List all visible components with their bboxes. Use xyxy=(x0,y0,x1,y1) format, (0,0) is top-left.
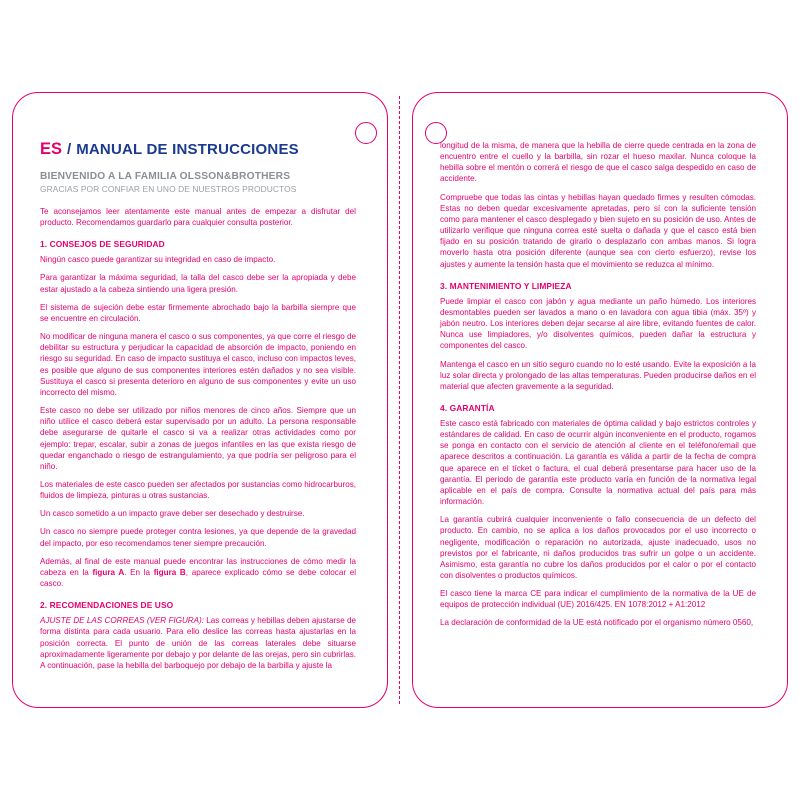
notch-left-icon xyxy=(355,122,377,144)
paragraph: La declaración de conformidad de la UE está notificado por el organismo número 0560, xyxy=(440,618,754,628)
figure-ref-after: , aparece explicado cómo se debe colocar el casco. xyxy=(40,567,357,589)
right-column xyxy=(440,140,756,636)
document-title-row xyxy=(40,140,356,159)
welcome-subheading: GRACIAS POR CONFIAR EN UNO DE NUESTROS PRODUCTOS xyxy=(40,184,297,194)
paragraph: La garantía cubrirá cualquier inconveniente o fallo consecuencia de un defecto del producto. En cambio, no se aplica a los daños provocados por el uso incorrecto o negligente, modificación o reparación no autorizada, ajuste inadecuado, usos no previstos por el fabricante, ni daños producidos tras sufrir un golpe o un accidente. Asimismo, esta garantía no cubre los daños producidos por el calor o por el contacto con disolventes o productos químicos. xyxy=(440,515,756,580)
section-4-heading: 4. GARANTÍA xyxy=(440,402,495,413)
intro-paragraph: Te aconsejamos leer atentamente este manual antes de empezar a disfrutar del producto. Recomendamos guardarlo para cualquier consulta posterior. xyxy=(40,207,356,228)
section-1-heading: 1. CONSEJOS DE SEGURIDAD xyxy=(40,239,165,250)
paragraph: Este casco no debe ser utilizado por niños menores de cinco años. Siempre que un niño utilice el casco deberá estar supervisado por un adulto. La persona responsable debe asegurarse de quitarle el casco si va a realizar otras actividades como por ejemplo: trepar, escalar, subir a zonas de juegos infantiles en las que exista riesgo de quedar enganchado o riesgo de estrangulamiento, ya que podría ser peligroso para el niño. xyxy=(40,406,356,471)
figure-ref-before: Además, al final de este manual puede encontrar las instrucciones de cómo medir la cabeza en la xyxy=(40,556,356,577)
paragraph: Un casco no siempre puede proteger contra lesiones, ya que depende de la gravedad del impacto, por eso recomendamos tener siempre precaución. xyxy=(40,527,356,548)
strap-adjustment-text: Las correas y hebillas deben ajustarse de forma distinta para cada usuario. Para ello deslice las correas hasta ajustarlas en la posición correcta. El punto de unión de las correas laterales debe situarse aproximadamente ligeramente por debajo y por delante de las orejas, pero sin cubrirlas. A continuación, pase la hebilla del barboquejo por debajo de la barbilla y ajuste la xyxy=(40,616,356,670)
figure-a-label: figura A xyxy=(92,567,125,577)
section-2-heading: 2. RECOMENDACIONES DE USO xyxy=(40,600,174,611)
fold-line xyxy=(399,96,400,704)
paragraph: longitud de la misma, de manera que la hebilla de cierre quede centrada en la zona de encuentro entre el cuello y la barbilla, sin rozar el hueso maxilar. Nunca coloque la hebilla sobre el mentón o correrá el riesgo de que el casco salga despedido en caso de accidente. xyxy=(440,141,756,184)
paragraph: No modificar de ninguna manera el casco o sus componentes, ya que corre el riesgo de debilitar su estructura y perjudicar la capacidad de absorción de impacto, poniendo en riesgo su seguridad. En caso de impacto sustituya el casco, incluso con impactos leves, es posible que alguno de sus componentes interiores estén dañados y no sea visible. Sustituya el casco si presenta deterioro en alguno de sus componentes y evite un uso incorrecto del mismo. xyxy=(40,332,356,397)
paragraph: Un casco sometido a un impacto grave deber ser desechado y destruirse. xyxy=(40,509,305,519)
paragraph: Ningún casco puede garantizar su integridad en caso de impacto. xyxy=(40,255,276,265)
figure-ref-middle: . En la xyxy=(124,567,154,577)
title-separator: / xyxy=(67,141,72,158)
figure-reference-paragraph xyxy=(40,556,356,589)
strap-adjustment-lead: AJUSTE DE LAS CORREAS (VER FIGURA): xyxy=(40,616,204,626)
figure-b-label: figura B xyxy=(153,567,186,577)
paragraph: El sistema de sujeción debe estar firmemente abrochado bajo la barbilla siempre que se encuentre en circulación. xyxy=(40,302,356,323)
paragraph: Este casco está fabricado con materiales de óptima calidad y bajo estrictos controles y estándares de calidad. En caso de ocurrir algún inconveniente en el producto, rogamos se ponga en contacto con el servicio de atención al cliente en el teléfono/email que aparece descritos a continuación. La garantía es válida a partir de la fecha de compra que aparece en el tícket o factura, el cual deberá presentarse para hacer uso de la garantía. El periodo de garantía este producto varía en función de la normativa legal aplicable en el país de compra. Consulte la normativa actual del país para más información. xyxy=(440,418,756,507)
paragraph xyxy=(40,615,356,671)
section-3-heading: 3. MANTENIMIENTO Y LIMPIEZA xyxy=(440,280,572,291)
left-column xyxy=(40,140,356,678)
paragraph: Los materiales de este casco pueden ser afectados por sustancias como hidrocarburos, fluidos de limpieza, pinturas u otras sustancias. xyxy=(40,479,356,501)
page-title: MANUAL DE INSTRUCCIONES xyxy=(76,141,299,158)
paragraph: Mantenga el casco en un sitio seguro cuando no lo esté usando. Evite la exposición a la luz solar directa y prolongado de las altas temperaturas. Pueden producirse daños en el material que afecten gravemente a la seguridad. xyxy=(440,359,756,391)
welcome-heading: BIENVENIDO A LA FAMILIA OLSSON&BROTHERS xyxy=(40,171,291,182)
language-code: ES xyxy=(40,140,63,158)
paragraph: Para garantizar la máxima seguridad, la talla del casco debe ser la apropiada y debe estar ajustado a la cabeza sintiendo una ligera presión. xyxy=(40,273,356,294)
paragraph: Compruebe que todas las cintas y hebillas hayan quedado firmes y resulten cómodas. Estas no deben quedar excesivamente apretadas, pero sí con la suficiente tensión como para mantener el casco desplegado y bien sujeto en su posición de uso. Antes de utilizarlo verifique que ninguna correa esté suelta o dañada y que el casco está bien fijado en su posición tratando de girarlo o desplazarlo con ambas manos. Si logra moverlo hasta otra posición diferente (aunque sea con cierto esfuerzo), revise los ajustes y aumente la tensión hasta que el movimiento se reduzca al mínimo. xyxy=(440,192,756,269)
paragraph: Puede limpiar el casco con jabón y agua mediante un paño húmedo. Los interiores desmontables pueden ser lavados a mano o en lavadora con agua tibia (máx. 35º) y jabón neutro. Los interiores deben dejar secarse al aire libre, evitando fuentes de calor. Nunca use limpiadores, y/o disolventes químicos, pueden dañar la estructura y componentes del casco. xyxy=(440,296,756,351)
paragraph: El casco tiene la marca CE para indicar el cumplimiento de la normativa de la UE de equipos de protección individual (UE) 2016/425. EN 1078:2012 + A1:2012 xyxy=(440,589,756,610)
